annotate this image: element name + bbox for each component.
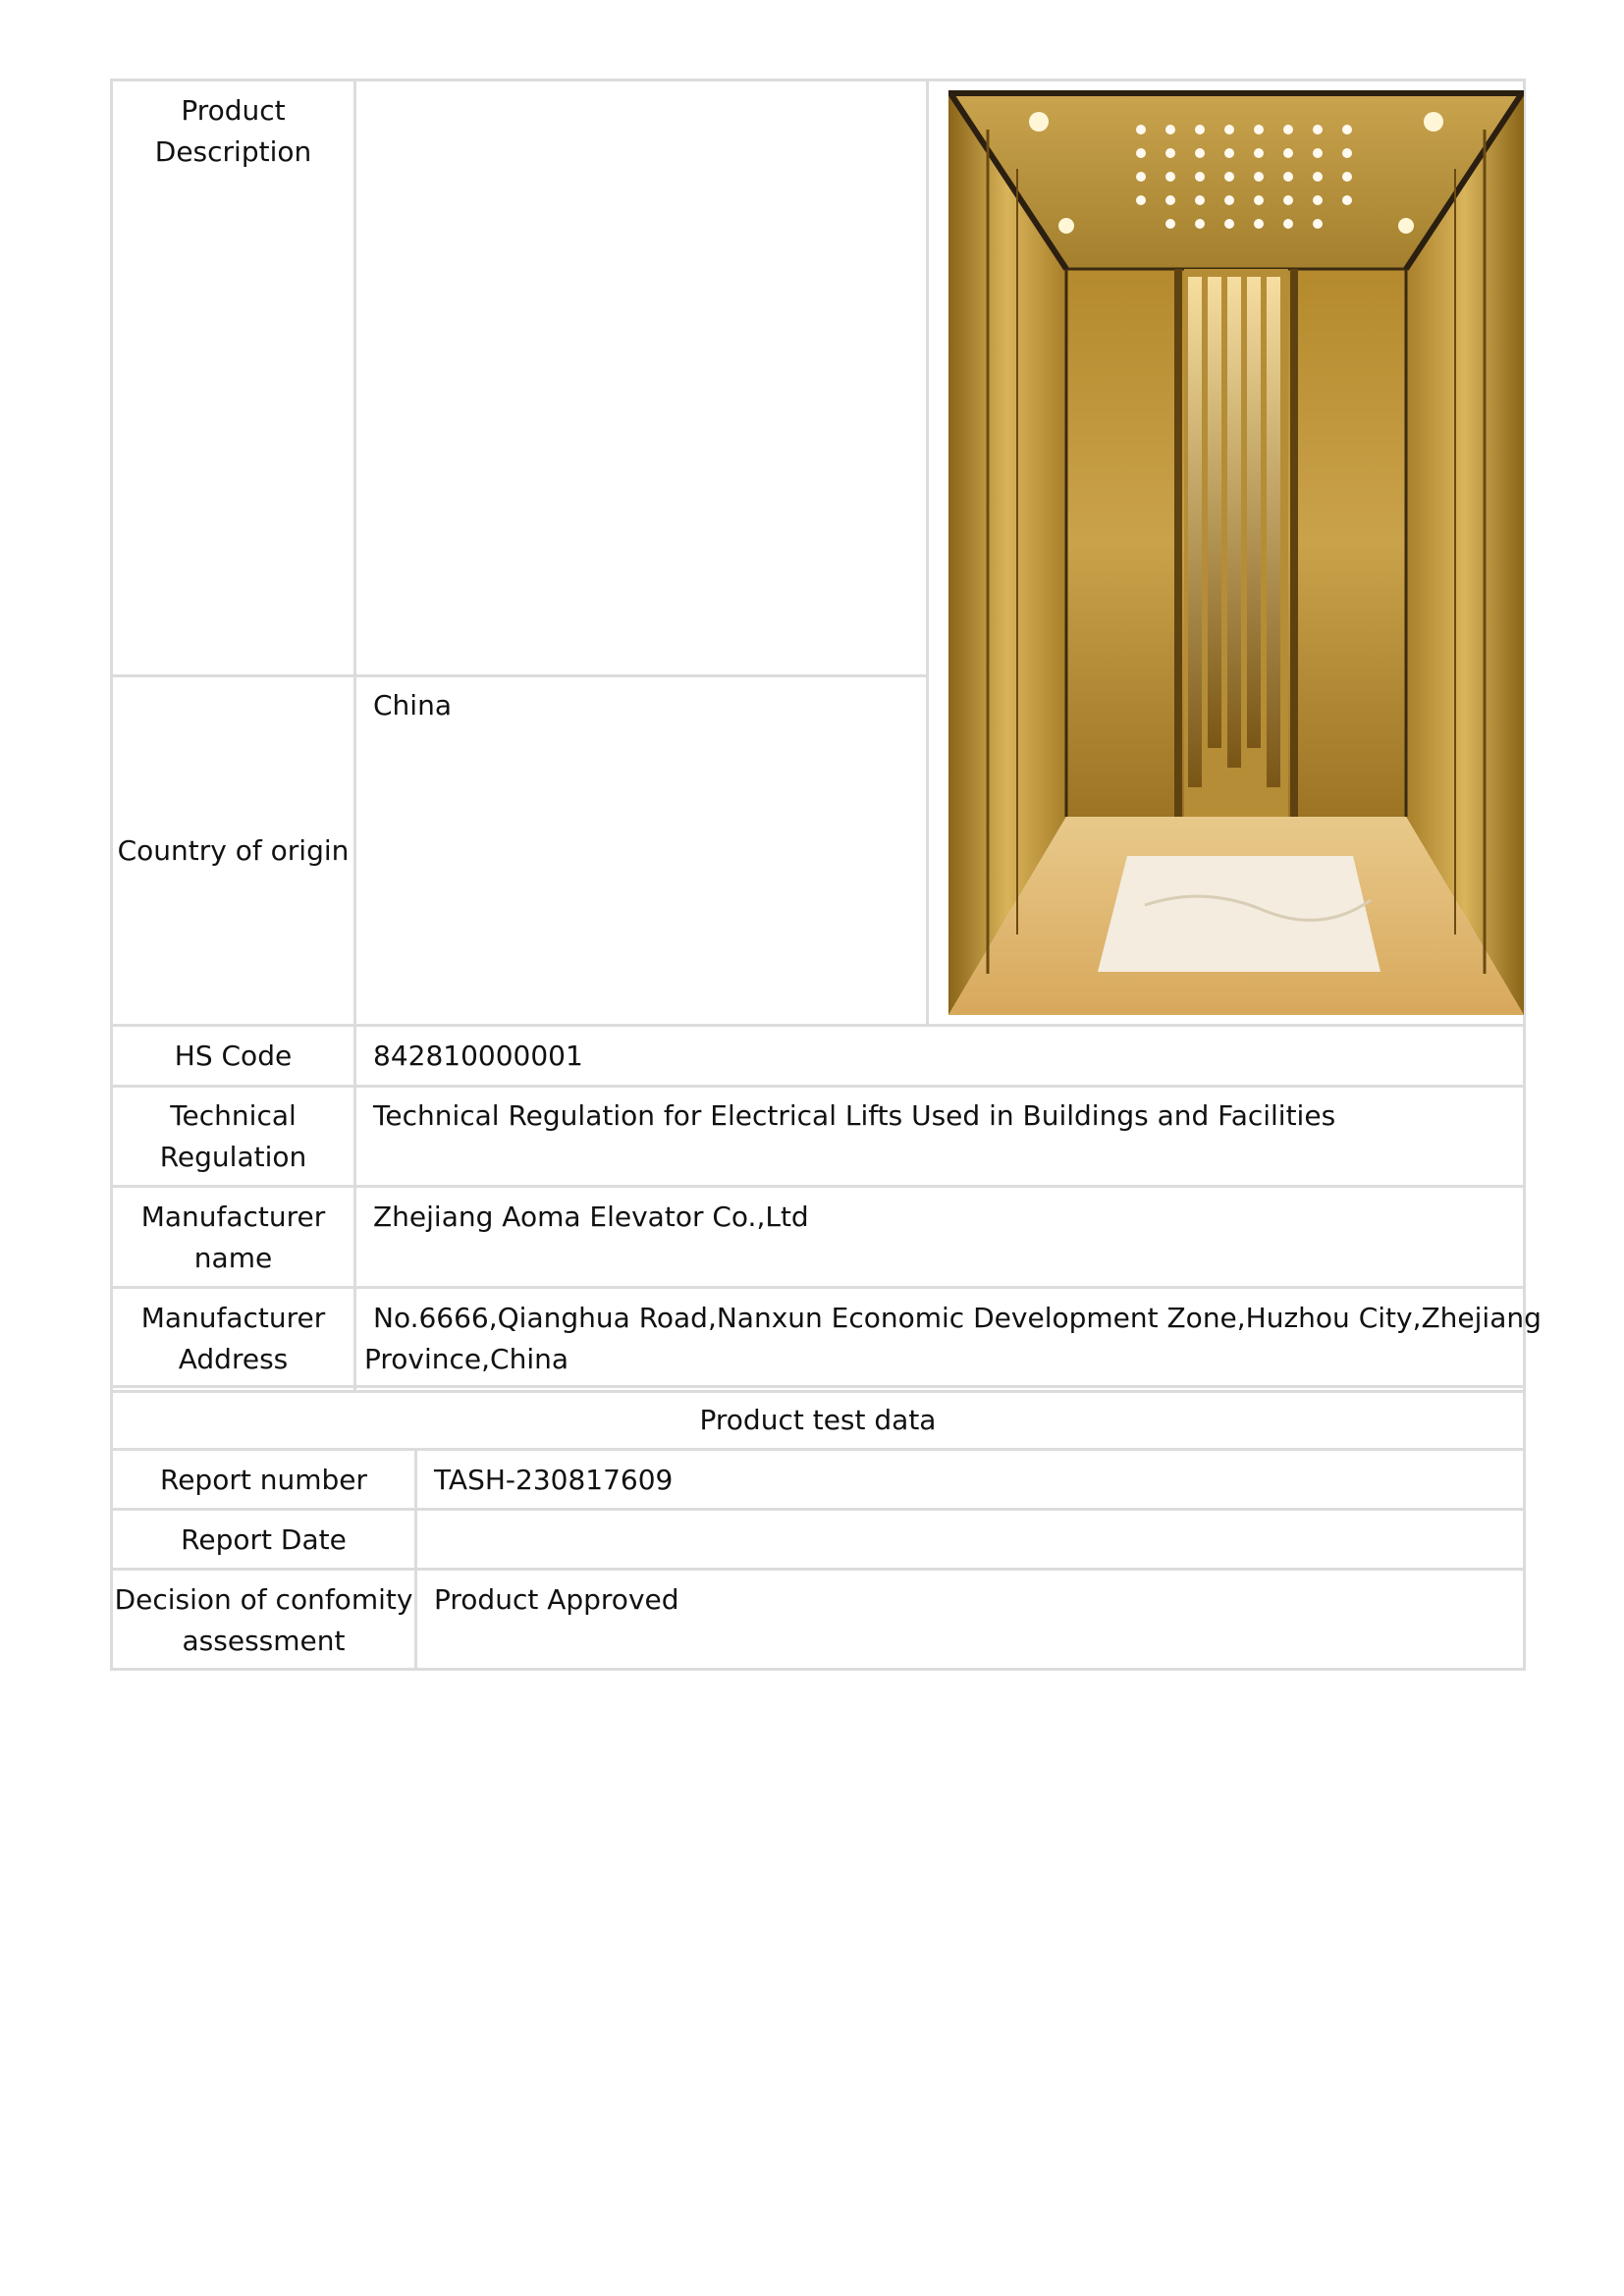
elevator-cabin-photo-icon bbox=[948, 90, 1524, 1015]
hs-code-label: HS Code bbox=[174, 1040, 293, 1072]
manufacturer-address-value-line1: No.6666,Qianghua Road,Nanxun Economic Development Zone,Huzhou City,Zhejiang bbox=[373, 1302, 1542, 1334]
decision-label: Decision of confomity assessment bbox=[114, 1583, 413, 1657]
country-of-origin-value: China bbox=[373, 689, 452, 721]
technical-regulation-value: Technical Regulation for Electrical Lifts Used in Buildings and Facilities bbox=[373, 1099, 1336, 1132]
decision-value: Product Approved bbox=[434, 1583, 679, 1616]
report-number-value: TASH-230817609 bbox=[434, 1464, 674, 1496]
test-section-title: Product test data bbox=[699, 1404, 937, 1436]
report-number-label: Report number bbox=[160, 1464, 367, 1496]
country-of-origin-label: Country of origin bbox=[117, 834, 350, 867]
technical-regulation-label: Technical Regulation bbox=[159, 1099, 307, 1173]
hs-code-value: 842810000001 bbox=[373, 1040, 583, 1072]
manufacturer-address-value-line2: Province,China bbox=[364, 1343, 569, 1375]
manufacturer-name-label: Manufacturer name bbox=[140, 1201, 326, 1274]
report-date-label: Report Date bbox=[181, 1523, 347, 1556]
product-description-label: Product Description bbox=[154, 94, 312, 168]
manufacturer-address-label: Manufacturer Address bbox=[140, 1302, 326, 1375]
manufacturer-name-value: Zhejiang Aoma Elevator Co.,Ltd bbox=[373, 1201, 809, 1233]
